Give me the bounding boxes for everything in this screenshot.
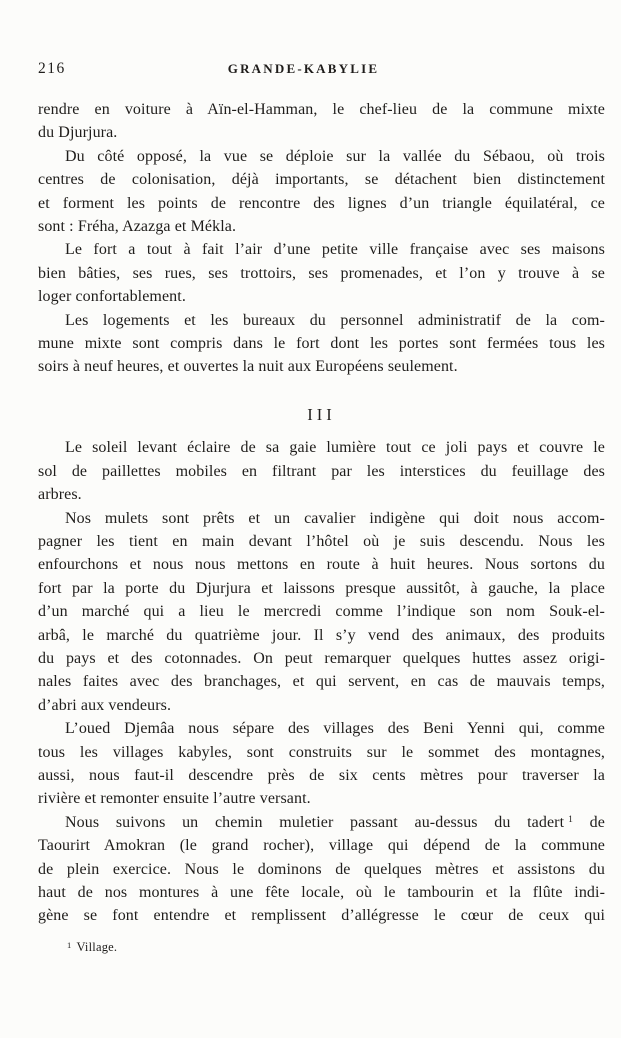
text-line: sont : Fréha, Azazga et Mékla.: [38, 218, 237, 236]
paragraph: [38, 717, 605, 811]
text-line: de plein exercice. Nous le dominons de quelques mètres et assistons du: [38, 860, 605, 878]
text-line: soirs à neuf heures, et ouvertes la nuit aux Européens seulement.: [38, 358, 458, 376]
text-line: pagner les tient en main devant l’hôtel où je suis descendu. Nous les: [38, 532, 605, 550]
text-line: Le fort a tout à fait l’air d’une petite ville française avec ses maisons: [65, 241, 605, 259]
text-line: sol de paillettes mobiles en filtrant par les interstices du feuillage des: [38, 462, 605, 480]
paragraph: [38, 145, 605, 239]
text-line: mune mixte sont compris dans le fort dont les portes sont fermées tous les: [38, 335, 605, 353]
text-line: [38, 811, 605, 834]
text-line: aussi, nous faut-il descendre près de six cents mètres pour traverser la: [38, 766, 605, 784]
text-line: arbâ, le marché du quatrième jour. Il s’y vend des animaux, des produits: [38, 626, 605, 644]
text-line: du pays et des cotonnades. On peut remarquer quelques huttes assez origi-: [38, 649, 605, 667]
body-text: [38, 98, 605, 928]
text-line: d’abri aux vendeurs.: [38, 696, 172, 714]
text-line: et forment les points de rencontre des lignes d’un triangle équilatéral, ce: [38, 194, 605, 212]
section-heading: III: [307, 404, 336, 424]
text-line: Le soleil levant éclaire de sa gaie lumière tout ce joli pays et couvre le: [65, 439, 605, 457]
text-line: nales faites avec des branchages, et qui servent, en cas de mauvais temps,: [38, 673, 605, 691]
text-line: haut de nos montures à une fête locale, où le tambourin et la flûte indi-: [38, 884, 605, 901]
text-line: du Djurjura.: [38, 124, 118, 142]
text-line: fort par la porte du Djurjura et laissons presque aussitôt, à gauche, la place: [38, 579, 605, 597]
text-line: gène se font entendre et remplissent d’allégresse le cœur de ceux qui: [38, 907, 605, 925]
paragraph: [38, 98, 605, 145]
text-line: Les logements et les bureaux du personnel administratif de la com-: [65, 311, 605, 329]
text-line: Taourirt Amokran (le grand rocher), village qui dépend de la commune: [38, 837, 605, 855]
paragraph: [38, 309, 605, 379]
running-title: GRANDE-KABYLIE: [227, 61, 380, 76]
text-line: rivière et remonter ensuite l’autre versant.: [38, 790, 311, 808]
paragraph: [38, 436, 605, 506]
footnote-marker: 1: [67, 940, 72, 950]
text-segment: de: [589, 813, 605, 831]
text-segment: Nous suivons un chemin muletier passant au-dessus du tadert: [65, 813, 565, 831]
text-line: arbres.: [38, 486, 82, 504]
text-line: enfourchons et nous nous mettons en route à huit heures. Nous sortons du: [38, 556, 605, 574]
text-line: centres de colonisation, déjà importants, se détachent bien distinctement: [38, 171, 605, 189]
footnote-reference: 1: [568, 814, 574, 825]
paragraph: [38, 238, 605, 308]
text-line: bien bâties, ses rues, ses trottoirs, ses promenades, et l’on y trouve à se: [38, 264, 605, 282]
text-line: Du côté opposé, la vue se déploie sur la vallée du Sébaou, où trois: [65, 147, 605, 165]
page-number: 216: [38, 60, 66, 77]
text-line: rendre en voiture à Aïn-el-Hamman, le chef-lieu de la commune mixte: [38, 101, 605, 118]
running-head: [38, 60, 605, 78]
text-line: L’oued Djemâa nous sépare des villages des Beni Yenni qui, comme: [65, 720, 605, 738]
text-line: d’un marché qui a lieu le mercredi comme l’indique son nom Souk-el-: [38, 603, 605, 621]
paragraph: [38, 811, 605, 928]
footnote-text: Village.: [76, 940, 118, 954]
paragraph: [38, 507, 605, 718]
footnote: [67, 940, 117, 955]
text-line: loger confortablement.: [38, 288, 186, 306]
text-line: Nos mulets sont prêts et un cavalier indigène qui doit nous accom-: [65, 509, 605, 527]
text-line: tous les villages kabyles, sont construits sur le sommet des montagnes,: [38, 743, 605, 761]
